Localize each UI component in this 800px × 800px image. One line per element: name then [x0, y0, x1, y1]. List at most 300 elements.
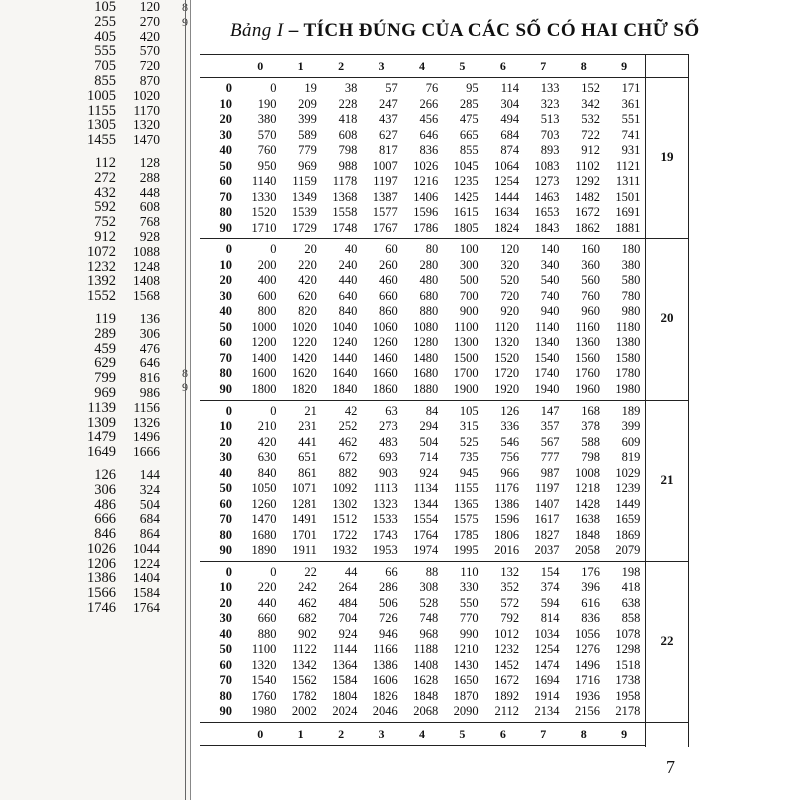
- table-cell: 1701: [291, 527, 317, 542]
- table-row: [200, 512, 645, 528]
- table-cell: 21: [304, 403, 317, 418]
- table-row: [200, 205, 645, 221]
- table-row: [200, 596, 645, 612]
- row-label: 20: [219, 112, 232, 126]
- table-cell: 1659: [615, 512, 641, 526]
- table-cell: 748: [419, 611, 439, 626]
- table-cell: 735: [459, 450, 479, 464]
- table-cell: 441: [298, 434, 317, 449]
- table-cell: 189: [621, 403, 641, 418]
- table-cell: 950: [257, 158, 277, 173]
- left-cell: 870: [139, 72, 160, 88]
- table-cell: 988: [338, 158, 358, 173]
- table-cell: 987: [540, 465, 560, 480]
- table-cell: 600: [257, 288, 277, 303]
- header-cell: 3: [378, 59, 385, 73]
- table-cell: 120: [500, 242, 520, 257]
- table-cell: 336: [500, 419, 520, 433]
- table-cell: 57: [385, 81, 398, 95]
- table-cell: 308: [419, 580, 439, 595]
- row-label: 90: [219, 543, 232, 557]
- table-cell: 741: [621, 127, 641, 142]
- table-cell: 1533: [372, 512, 398, 526]
- table-cell: 1344: [413, 496, 439, 511]
- left-cell: 1005: [87, 87, 116, 104]
- table-cell: 693: [379, 450, 398, 464]
- row-label: 70: [219, 673, 232, 688]
- left-cell: 112: [94, 154, 116, 171]
- table-cell: 1380: [615, 335, 641, 350]
- table-cell: 420: [298, 273, 317, 288]
- table-cell: 1273: [534, 174, 560, 188]
- table-cell: 1738: [615, 673, 641, 688]
- table-cell: 1782: [291, 688, 317, 703]
- header-cell: 4: [418, 59, 425, 73]
- left-cell: 1320: [133, 117, 160, 133]
- left-cell: 705: [94, 58, 116, 75]
- table-row: [200, 689, 645, 705]
- table-cell: 588: [581, 434, 600, 449]
- table-cell: 396: [581, 580, 600, 595]
- table-cell: 1892: [494, 688, 520, 703]
- table-cell: 1060: [372, 319, 398, 334]
- table-cell: 20: [304, 242, 317, 257]
- left-cell: 1566: [87, 585, 116, 602]
- table-cell: 800: [257, 304, 277, 319]
- table-cell: 1806: [494, 527, 520, 542]
- left-cell: 1479: [87, 429, 116, 446]
- left-cell: 1044: [133, 540, 160, 556]
- table-cell: 1232: [494, 642, 520, 657]
- table-cell: 2156: [574, 704, 600, 719]
- table-cell: 525: [459, 434, 479, 449]
- table-cell: 1500: [453, 350, 479, 365]
- left-cell: 629: [94, 355, 116, 372]
- row-label: 40: [219, 304, 232, 319]
- table-cell: 840: [257, 465, 277, 480]
- table-cell: 900: [459, 304, 479, 319]
- left-cell: 1470: [133, 132, 160, 148]
- table-cell: 660: [257, 611, 277, 626]
- table-cell: 1584: [332, 673, 358, 688]
- table-cell: 660: [379, 288, 398, 303]
- table-cell: 1491: [291, 512, 317, 526]
- table-cell: 323: [540, 96, 560, 111]
- left-cell: 1232: [87, 258, 116, 275]
- left-cell: 864: [139, 526, 160, 542]
- table-row: [200, 335, 645, 351]
- left-cell: 448: [139, 184, 160, 200]
- row-label: 60: [219, 174, 232, 188]
- left-cell: 1156: [133, 399, 160, 415]
- table-cell: 1452: [494, 657, 520, 672]
- table-cell: 1577: [372, 205, 398, 219]
- table-cell: 1936: [574, 688, 600, 703]
- table-cell: 1606: [372, 673, 398, 688]
- multiplier-separator: [646, 722, 688, 723]
- header-cell: 8: [580, 59, 587, 73]
- table-cell: 1653: [534, 205, 560, 219]
- left-cell: 1170: [133, 102, 160, 118]
- table-cell: 1254: [494, 174, 520, 188]
- table-cell: 1634: [494, 205, 520, 219]
- left-cell: 324: [139, 481, 160, 497]
- table-cell: 779: [298, 143, 317, 157]
- row-label: 10: [219, 96, 232, 111]
- table-cell: 990: [459, 626, 479, 641]
- table-cell: 780: [621, 288, 641, 303]
- table-cell: 1501: [615, 189, 641, 204]
- table-cell: 861: [298, 465, 317, 480]
- table-cell: 572: [500, 595, 520, 610]
- table-cell: 1408: [413, 657, 439, 672]
- table-cell: 620: [298, 288, 317, 303]
- left-cell: 846: [94, 526, 116, 543]
- left-cell: 720: [139, 58, 160, 74]
- table-cell: 1240: [332, 335, 358, 350]
- left-column-divider: [185, 0, 186, 800]
- table-cell: 820: [298, 304, 317, 319]
- table-cell: 1280: [413, 335, 439, 350]
- table-cell: 880: [419, 304, 439, 319]
- left-cell: 405: [94, 28, 116, 45]
- left-cell: 420: [139, 28, 160, 44]
- footer-cell: 2: [338, 727, 345, 741]
- table-cell: 1474: [534, 657, 560, 672]
- row-label: 40: [219, 465, 232, 480]
- table-cell: 1160: [575, 319, 600, 334]
- table-cell: 95: [466, 81, 479, 95]
- table-cell: 1900: [453, 381, 479, 396]
- table-cell: 836: [581, 611, 600, 626]
- table-cell: 1720: [494, 366, 520, 381]
- table-cell: 1786: [413, 220, 439, 235]
- table-cell: 1000: [251, 319, 277, 334]
- left-cell: 288: [139, 169, 160, 185]
- table-cell: 1460: [372, 350, 398, 365]
- table-cell: 792: [500, 611, 520, 626]
- table-cell: 1340: [534, 335, 560, 350]
- table-cell: 1140: [251, 174, 277, 188]
- table-row: [200, 543, 645, 559]
- table-cell: 1034: [534, 626, 560, 641]
- table-cell: 640: [338, 288, 358, 303]
- table-cell: 1178: [332, 174, 358, 188]
- table-cell: 1617: [534, 512, 560, 526]
- table-cell: 152: [581, 81, 600, 95]
- table-cell: 1958: [615, 688, 641, 703]
- table-cell: 1064: [494, 158, 520, 173]
- table-cell: 126: [500, 403, 520, 418]
- table-cell: 703: [540, 127, 560, 142]
- table-row: [200, 450, 645, 466]
- row-label: 50: [219, 319, 232, 334]
- table-cell: 1100: [454, 319, 479, 334]
- left-cell: 608: [139, 199, 160, 215]
- table-cell: 893: [540, 143, 560, 157]
- footer-cell: 6: [499, 727, 506, 741]
- table-cell: 1520: [251, 205, 277, 219]
- page-number: 7: [666, 757, 675, 777]
- row-label: 80: [219, 366, 232, 381]
- table-cell: 1216: [413, 174, 439, 188]
- table-cell: 814: [540, 611, 560, 626]
- table-cell: 1386: [372, 657, 398, 672]
- table-row: [200, 565, 645, 581]
- row-label: 80: [219, 688, 232, 703]
- footer-cell: 4: [418, 727, 425, 741]
- table-cell: 273: [379, 419, 398, 433]
- table-cell: 980: [621, 304, 641, 319]
- table-row: [200, 580, 645, 596]
- table-cell: 180: [621, 242, 641, 257]
- table-row: [200, 466, 645, 482]
- row-label: 30: [219, 611, 232, 626]
- table-cell: 1197: [534, 481, 560, 495]
- left-cell: 432: [94, 184, 116, 201]
- table-cell: 1914: [534, 688, 560, 703]
- table-cell: 532: [581, 112, 600, 126]
- table-cell: 630: [257, 450, 277, 464]
- footer-cell: [200, 723, 240, 745]
- table-row: [200, 242, 645, 258]
- table-row: [200, 190, 645, 206]
- table-cell: 154: [540, 564, 560, 579]
- table-cell: 315: [459, 419, 479, 433]
- table-row: [200, 174, 645, 190]
- table-cell: 1239: [615, 481, 641, 495]
- table-cell: 105: [459, 403, 479, 418]
- table-cell: 1911: [292, 543, 317, 557]
- table-cell: 1716: [574, 673, 600, 688]
- table-cell: 1218: [574, 481, 600, 495]
- table-cell: 1920: [494, 381, 520, 396]
- table-cell: 456: [419, 112, 439, 126]
- left-cell: 476: [139, 340, 160, 356]
- left-cell: 986: [139, 384, 160, 400]
- table-cell: 460: [379, 273, 398, 288]
- table-cell: 360: [581, 257, 600, 272]
- table-block: [200, 238, 645, 400]
- table-cell: 240: [338, 257, 358, 272]
- table-row: [200, 159, 645, 175]
- table-block: [200, 77, 645, 239]
- table-row: [200, 435, 645, 451]
- row-label: 90: [219, 704, 232, 719]
- table-row: [200, 366, 645, 382]
- table-cell: 1176: [494, 481, 520, 495]
- table-title-prefix: Bảng I: [230, 20, 284, 41]
- table-row: [200, 320, 645, 336]
- table-cell: 1420: [291, 350, 317, 365]
- table-cell: 1440: [332, 350, 358, 365]
- table-cell: 1292: [574, 174, 600, 188]
- table-cell: 440: [257, 595, 277, 610]
- table-cell: 63: [385, 403, 398, 418]
- left-cell: 9: [182, 380, 188, 395]
- table-cell: 168: [581, 403, 600, 418]
- table-cell: 760: [257, 143, 277, 157]
- table-cell: 1311: [615, 174, 641, 188]
- table-cell: 1029: [615, 465, 641, 480]
- row-label: 70: [219, 512, 232, 526]
- table-cell: 320: [500, 257, 520, 272]
- table-cell: 340: [540, 257, 560, 272]
- table-cell: 1368: [332, 189, 358, 204]
- table-cell: 1200: [251, 335, 277, 350]
- table-cell: 1843: [534, 220, 560, 235]
- header-cell: [200, 55, 240, 77]
- row-label: 90: [219, 381, 232, 396]
- table-cell: 940: [540, 304, 560, 319]
- table-cell: 1729: [291, 220, 317, 235]
- left-cell: 270: [139, 13, 160, 29]
- table-cell: 1155: [454, 481, 479, 495]
- header-cell: 6: [499, 59, 506, 73]
- table-cell: 1444: [494, 189, 520, 204]
- table-cell: 1960: [574, 381, 600, 396]
- header-cell: 7: [540, 59, 547, 73]
- table-cell: 646: [419, 127, 439, 142]
- table-cell: 2112: [494, 704, 520, 719]
- table-cell: 1050: [251, 481, 277, 495]
- row-label: 30: [219, 127, 232, 142]
- left-cell: 136: [139, 310, 160, 326]
- row-label: 70: [219, 189, 232, 204]
- table-cell: 1430: [453, 657, 479, 672]
- left-cell: 306: [94, 481, 116, 498]
- left-column-1: [60, 0, 116, 616]
- table-cell: 260: [379, 257, 398, 272]
- left-cell: 1404: [133, 570, 160, 586]
- table-row: [200, 221, 645, 237]
- table-cell: 475: [459, 112, 479, 126]
- table-cell: 1660: [372, 366, 398, 381]
- left-cell: 752: [94, 214, 116, 231]
- table-cell: 1804: [332, 688, 358, 703]
- table-cell: 1596: [494, 512, 520, 526]
- table-cell: 80: [425, 242, 439, 257]
- table-cell: 1785: [453, 527, 479, 542]
- left-cell: 306: [139, 325, 160, 341]
- table-cell: 616: [581, 595, 600, 610]
- table-cell: 2090: [453, 704, 479, 719]
- table-cell: 840: [338, 304, 358, 319]
- table-cell: 720: [500, 288, 520, 303]
- row-label: 30: [219, 450, 232, 464]
- table-cell: 1940: [534, 381, 560, 396]
- left-cell: 816: [139, 370, 160, 386]
- table-cell: 88: [425, 564, 439, 579]
- table-cell: 1144: [332, 642, 358, 657]
- left-cell: 1568: [133, 288, 160, 304]
- table-cell: 665: [459, 127, 479, 142]
- table-cell: 210: [257, 419, 277, 433]
- left-cell: 1764: [133, 600, 160, 616]
- left-cell: 1552: [87, 288, 116, 305]
- right-page: [200, 0, 800, 800]
- table-cell: 1974: [413, 543, 439, 557]
- table-cell: 1869: [615, 527, 641, 542]
- multiplier-label: 21: [660, 471, 674, 487]
- left-page: [0, 0, 191, 800]
- table-title-text: – TÍCH ĐÚNG CỦA CÁC SỐ CÓ HAI CHỮ SỐ: [283, 20, 700, 41]
- table-row: [200, 143, 645, 159]
- table-cell: 228: [338, 96, 358, 111]
- left-cell: 555: [94, 43, 116, 60]
- table-cell: 1092: [332, 481, 358, 495]
- multiplication-table: [200, 54, 645, 747]
- table-cell: 1800: [251, 381, 277, 396]
- table-cell: 546: [500, 434, 520, 449]
- table-cell: 1539: [291, 205, 317, 219]
- table-cell: 1260: [372, 335, 398, 350]
- table-cell: 176: [581, 564, 600, 579]
- table-cell: 798: [338, 143, 358, 157]
- row-label: 50: [219, 158, 232, 173]
- table-cell: 1880: [413, 381, 439, 396]
- table-cell: 1428: [574, 496, 600, 511]
- table-cell: 1040: [332, 319, 358, 334]
- table-cell: 1320: [251, 657, 277, 672]
- table-cell: 1848: [574, 527, 600, 542]
- table-block: [200, 400, 645, 562]
- row-label: 60: [219, 496, 232, 511]
- footer-cell: 5: [459, 727, 466, 741]
- row-label: 10: [219, 419, 232, 433]
- header-cell: 2: [338, 59, 345, 73]
- table-cell: 1188: [413, 642, 439, 657]
- table-cell: 1820: [291, 381, 317, 396]
- table-cell: 1691: [615, 205, 641, 219]
- multiplier-label: 19: [660, 149, 674, 164]
- table-cell: 1518: [615, 657, 641, 672]
- table-cell: 1470: [251, 512, 277, 526]
- table-cell: 1056: [574, 626, 600, 641]
- table-cell: 1932: [332, 543, 358, 557]
- table-cell: 1840: [332, 381, 358, 396]
- row-label: 20: [219, 273, 232, 288]
- left-cell: 126: [94, 466, 116, 483]
- table-cell: 380: [621, 257, 641, 272]
- left-cell: 119: [94, 310, 116, 327]
- row-label: 60: [219, 335, 232, 350]
- table-cell: 361: [621, 96, 641, 111]
- table-cell: 1540: [534, 350, 560, 365]
- table-cell: 357: [540, 419, 560, 433]
- table-cell: 680: [419, 288, 439, 303]
- left-cell: 8: [182, 365, 188, 380]
- table-cell: 1197: [373, 174, 398, 188]
- table-cell: 285: [459, 96, 479, 111]
- table-cell: 714: [419, 450, 439, 464]
- table-cell: 242: [298, 580, 317, 595]
- table-cell: 2002: [291, 704, 317, 719]
- left-cell: 9: [182, 14, 188, 29]
- table-cell: 1302: [332, 496, 358, 511]
- row-label: 0: [225, 403, 232, 418]
- table-row: [200, 528, 645, 544]
- left-cell: 105: [94, 0, 116, 15]
- table-cell: 171: [621, 81, 641, 95]
- table-cell: 1870: [453, 688, 479, 703]
- table-cell: 1615: [453, 205, 479, 219]
- left-cell: 1408: [133, 273, 160, 289]
- table-cell: 760: [581, 288, 600, 303]
- table-cell: 1554: [413, 512, 439, 526]
- table-cell: 483: [379, 434, 398, 449]
- left-cell: 666: [94, 511, 116, 528]
